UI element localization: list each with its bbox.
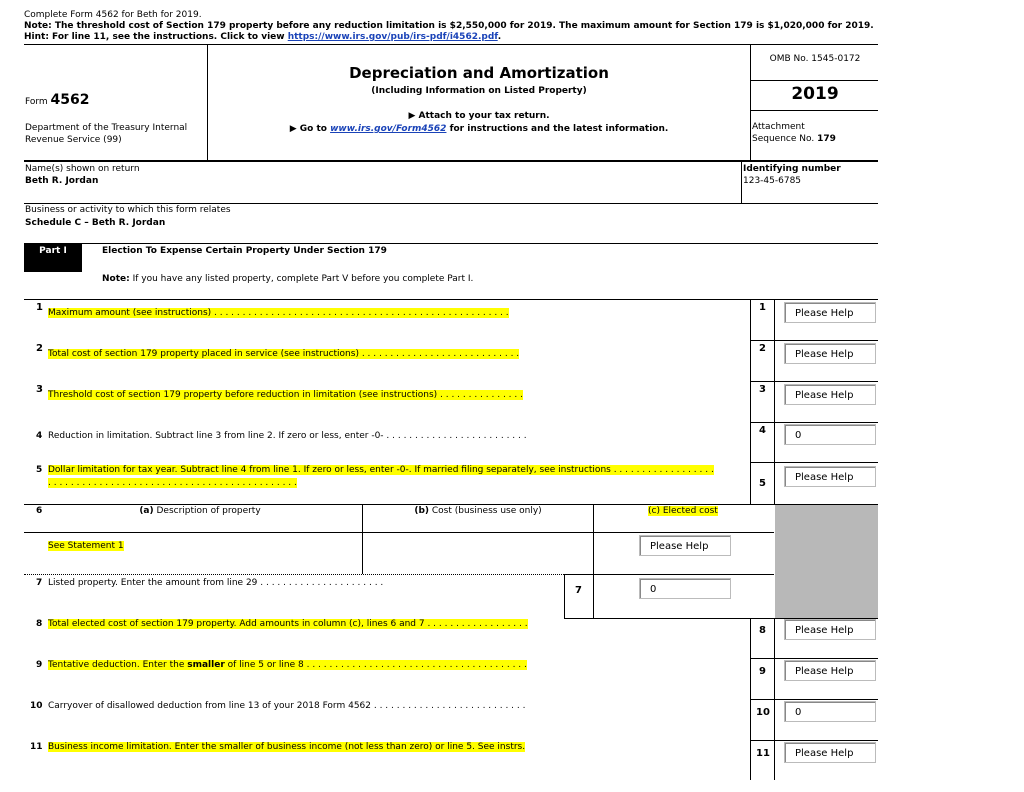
line9-box-label: 9: [759, 666, 766, 677]
line9-text-c: of line 5 or line 8 . . . . . . . . . . . . . . . . . . . . . . . . . . . . . . . . . . . . . . .: [224, 660, 527, 670]
line10-number: 10: [30, 701, 43, 711]
line5-text: Dollar limitation for tax year. Subtract line 4 from line 1. If zero or less, enter -0-. If married filing separately, see instructions . . . . . . . . . . . . . . . . . .: [48, 465, 714, 475]
hint-text: Hint: For line 11, see the instructions. Click to view: [24, 32, 288, 42]
part1-title: Election To Expense Certain Property Under Section 179: [102, 246, 387, 256]
line2-text: Total cost of section 179 property placed in service (see instructions) . . . . . . . . . . . . . . . . . . . . . . . . . . . .: [48, 349, 520, 359]
line4-number: 4: [36, 431, 43, 441]
col-a-header: [100, 506, 300, 516]
line1-text: Maximum amount (see instructions) . . . . . . . . . . . . . . . . . . . . . . . . . . . . . . . . . . . . . . . . . . . . . . . . . . . .: [48, 308, 509, 318]
line6-number: 6: [36, 506, 43, 516]
line7-input[interactable]: 0: [639, 578, 731, 599]
line10-box-label: 10: [756, 707, 770, 718]
name-label: Name(s) shown on return: [25, 164, 140, 174]
business-label: Business or activity to which this form relates: [25, 205, 231, 215]
line6-description: See Statement 1: [48, 541, 124, 551]
shaded-area: [775, 505, 878, 618]
line6-elected-cost-input[interactable]: Please Help: [639, 535, 731, 556]
col-b-header: [370, 506, 586, 516]
part1-note-text: If you have any listed property, complete Part V before you complete Part I.: [129, 274, 474, 284]
form-number: [25, 92, 90, 108]
col-a-letter: (a): [139, 506, 154, 516]
goto-suffix: for instructions and the latest information.: [446, 124, 669, 134]
line11-box-label: 11: [756, 748, 770, 759]
line9-text: [48, 660, 527, 670]
col-a-label: Description of property: [153, 506, 261, 516]
line9-input[interactable]: Please Help: [784, 660, 876, 681]
line3-box-label: 3: [759, 384, 766, 395]
sequence-value: 179: [817, 134, 836, 144]
line8-text: Total elected cost of section 179 property. Add amounts in column (c), lines 6 and 7 . . . . . . . . . . . . . . . . . .: [48, 619, 528, 629]
line8-input[interactable]: Please Help: [784, 619, 876, 640]
line2-input[interactable]: Please Help: [784, 343, 876, 364]
line4-input[interactable]: 0: [784, 424, 876, 445]
col-b-letter: (b): [414, 506, 429, 516]
line5-number: 5: [36, 465, 43, 475]
form-label: Form: [25, 97, 48, 107]
taxpayer-name: Beth R. Jordan: [25, 176, 99, 186]
col-c-header: (c) Elected cost: [648, 506, 718, 516]
line3-number: 3: [36, 384, 43, 395]
business-activity: Schedule C – Beth R. Jordan: [25, 218, 166, 228]
instruction-hint: [24, 32, 501, 42]
line5-box-label: 5: [759, 478, 766, 489]
line4-box-label: 4: [759, 425, 766, 436]
col-b-label: Cost (business use only): [429, 506, 542, 516]
line9-text-a: Tentative deduction. Enter the: [48, 660, 188, 670]
line1-box-label: 1: [759, 302, 766, 313]
id-label: Identifying number: [743, 164, 841, 174]
omb-number: OMB No. 1545-0172: [769, 54, 861, 64]
hint-suffix: .: [497, 32, 502, 42]
line11-text: Business income limitation. Enter the smaller of business income (not less than zero) or line 5. See instrs.: [48, 742, 526, 752]
part1-tag: Part I: [24, 244, 82, 272]
line8-box-label: 8: [759, 625, 766, 636]
line3-text: Threshold cost of section 179 property before reduction in limitation (see instructions) . . . . . . . . . . . . . . .: [48, 390, 523, 400]
line9-number: 9: [36, 660, 43, 670]
instruction-line-1: Complete Form 4562 for Beth for 2019.: [24, 10, 202, 20]
line2-number: 2: [36, 343, 43, 354]
line1-number: 1: [36, 302, 43, 313]
taxpayer-id: 123-45-6785: [743, 176, 802, 186]
line10-text: Carryover of disallowed deduction from line 13 of your 2018 Form 4562 . . . . . . . . . . . . . . . . . . . . . . . . . . .: [48, 701, 526, 711]
sequence-number: [752, 134, 836, 144]
line11-number: 11: [30, 742, 43, 752]
form4562-link[interactable]: www.irs.gov/Form4562: [330, 124, 447, 134]
tax-year: 2019: [791, 84, 839, 104]
department: Department of the Treasury Internal Revenue Service (99): [25, 123, 188, 145]
line3-input[interactable]: Please Help: [784, 384, 876, 405]
line7-box-label: 7: [575, 585, 582, 596]
goto-note: [208, 124, 750, 134]
line11-input[interactable]: Please Help: [784, 742, 876, 763]
form-title: Depreciation and Amortization: [349, 64, 609, 82]
line4-text: Reduction in limitation. Subtract line 3 from line 2. If zero or less, enter -0- . . . . . . . . . . . . . . . . . . . . . . . . .: [48, 431, 527, 441]
line2-box-label: 2: [759, 343, 766, 354]
form-number-value: 4562: [50, 92, 90, 108]
attachment-label: Attachment: [752, 122, 805, 132]
line7-text: Listed property. Enter the amount from line 29 . . . . . . . . . . . . . . . . . . . . . .: [48, 578, 384, 588]
line10-input[interactable]: 0: [784, 701, 876, 722]
sequence-label: Sequence No.: [752, 134, 818, 144]
part1-note-bold: Note:: [102, 274, 130, 284]
attach-note: ▶ Attach to your tax return.: [408, 111, 550, 121]
goto-prefix: ▶ Go to: [289, 124, 331, 134]
form-subtitle: (Including Information on Listed Property): [371, 86, 587, 96]
part1-note: [102, 274, 473, 284]
line5-input[interactable]: Please Help: [784, 466, 876, 487]
line8-number: 8: [36, 619, 43, 629]
line1-input[interactable]: Please Help: [784, 302, 876, 323]
line9-text-b: smaller: [187, 660, 225, 670]
line5-text-cont: . . . . . . . . . . . . . . . . . . . . . . . . . . . . . . . . . . . . . . . . . . . .: [48, 478, 297, 488]
line7-number: 7: [36, 578, 43, 588]
instructions-pdf-link[interactable]: https://www.irs.gov/pub/irs-pdf/i4562.pdf: [287, 32, 498, 42]
instruction-note: Note: The threshold cost of Section 179 property before any reduction limitation is $2,550,000 for 2019. The maximum amount for Section 179 is $1,020,000 for 2019.: [24, 21, 874, 31]
